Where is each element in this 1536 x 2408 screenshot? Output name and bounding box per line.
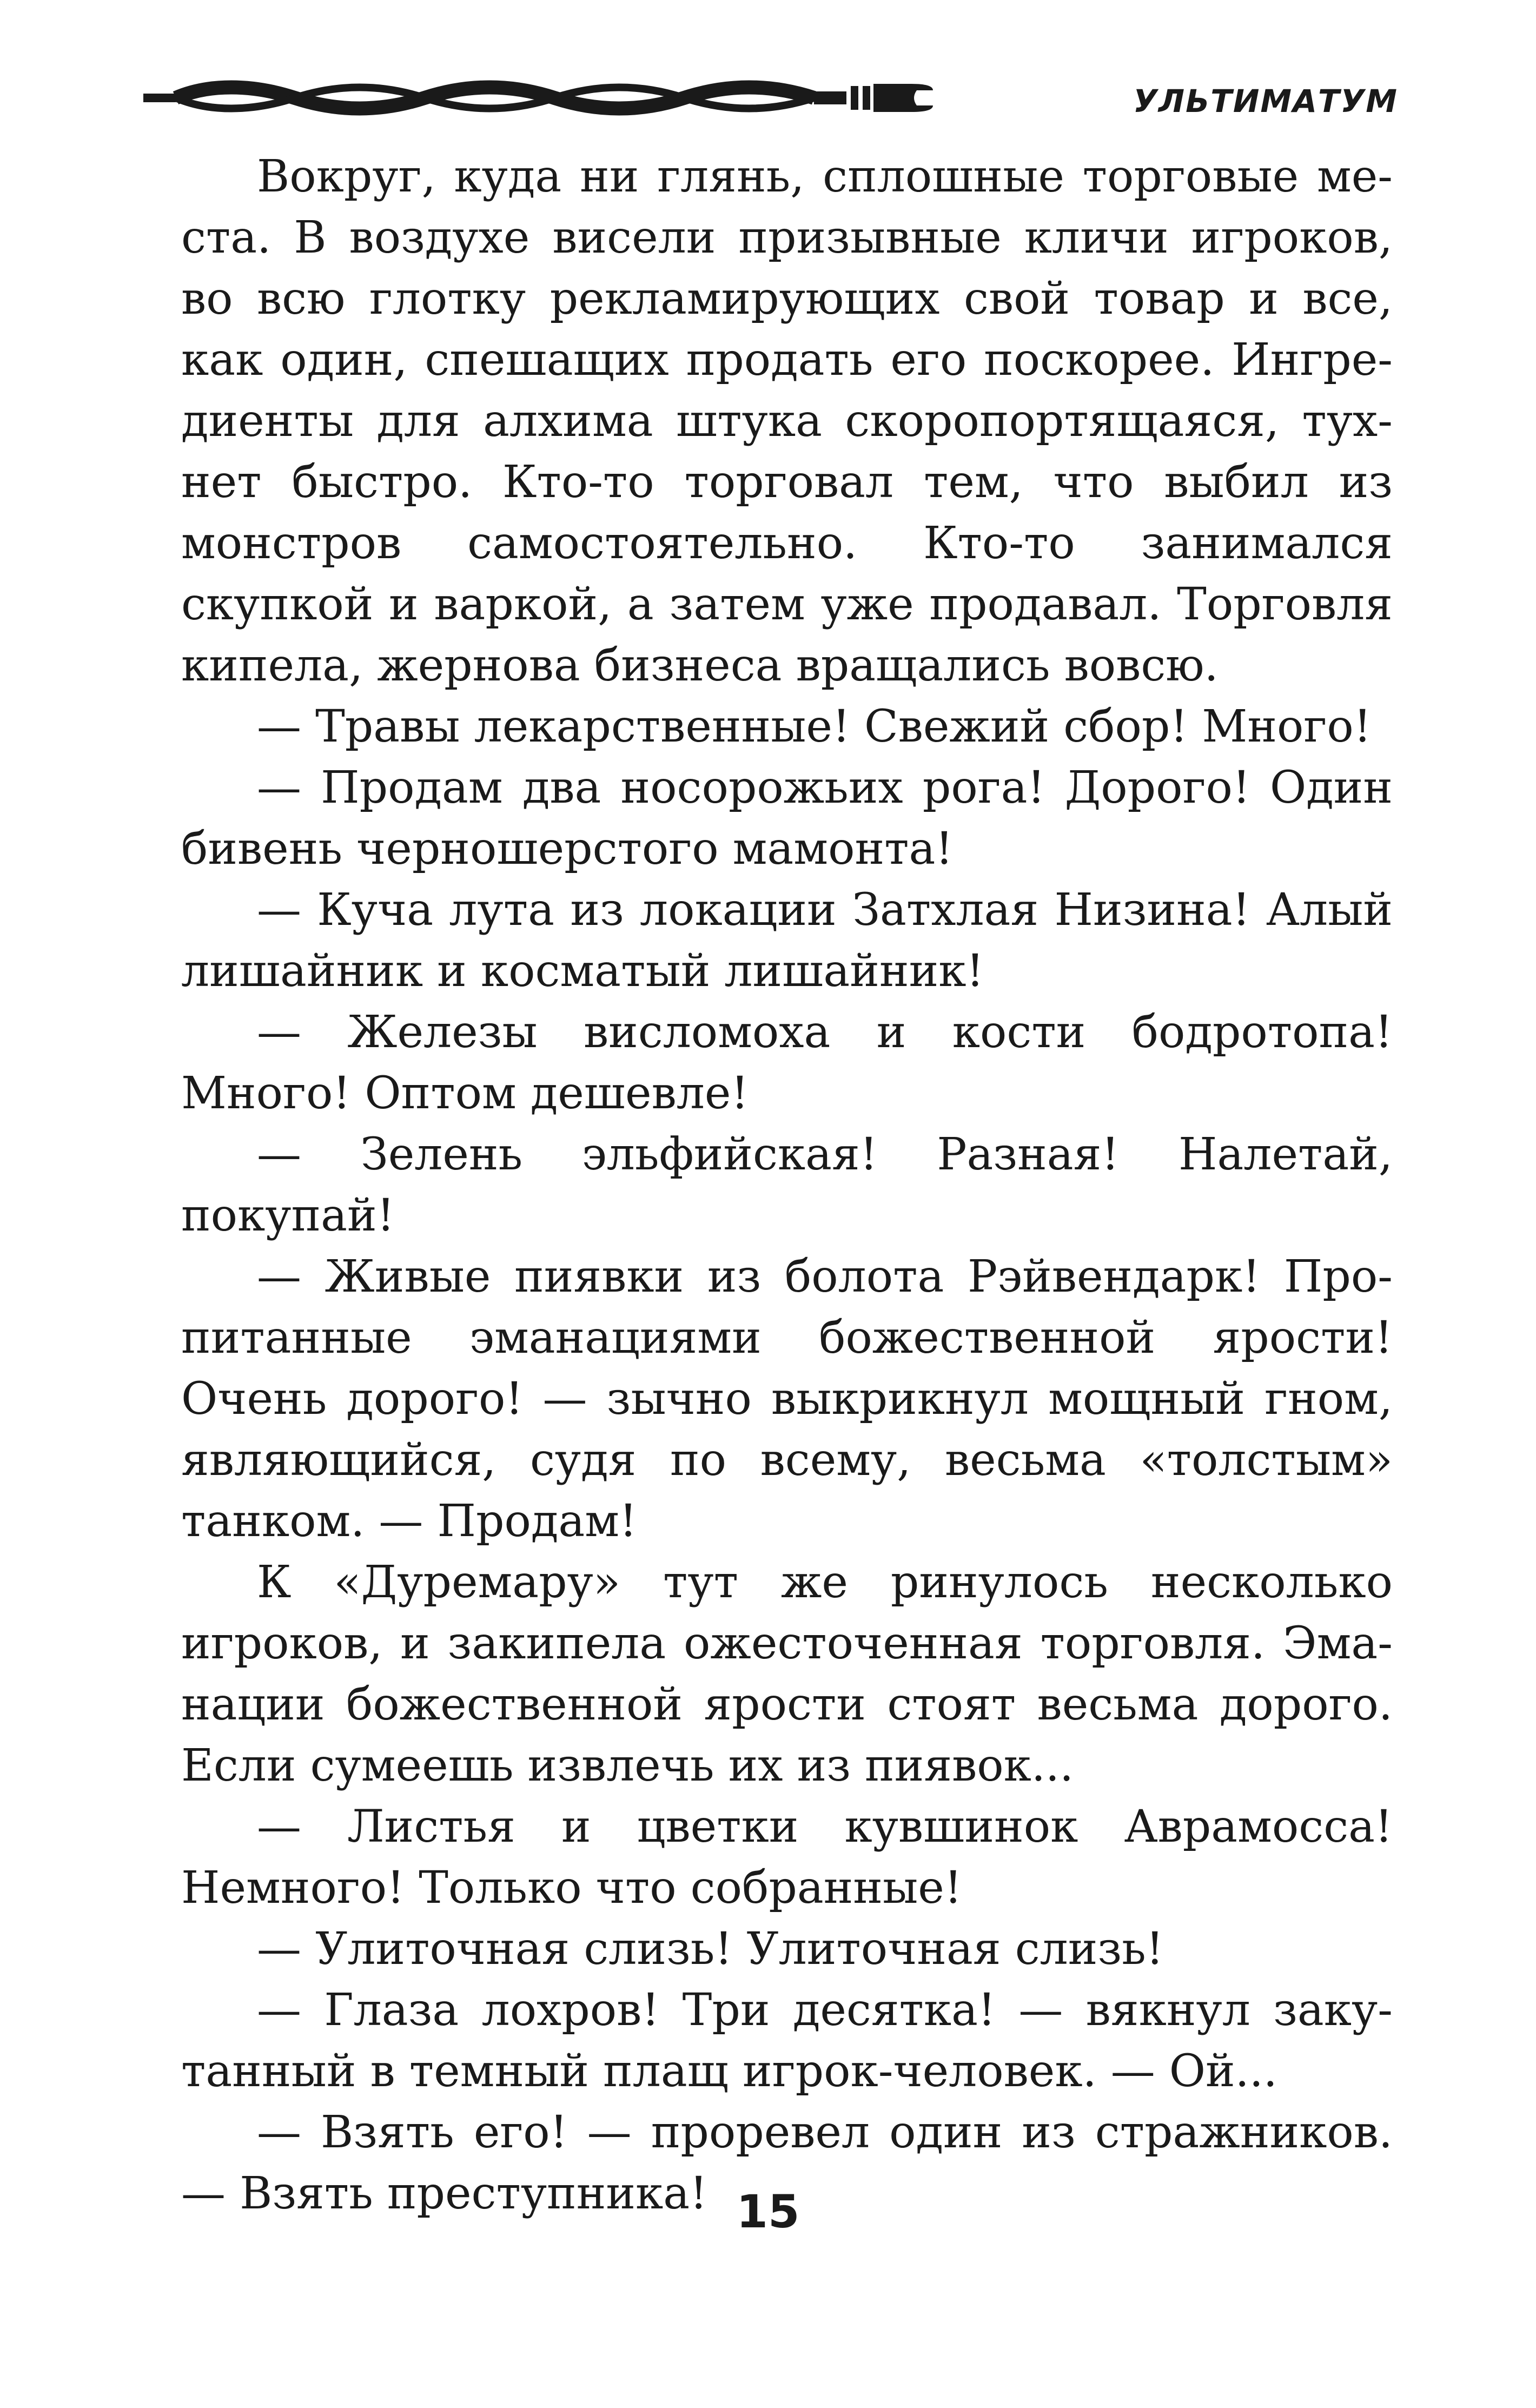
page-header — [143, 57, 1398, 122]
paragraph: — Улиточная слизь! Улиточная слизь! — [257, 1923, 1164, 1975]
paragraph: — Живые пиявки из болота Рэйвендарк! Пропитанные эманациями божественной ярости! Очень дорого! — зычно выкрикнул мощный гном, являющийся, судя по всему, весьма «толстым» танком. — Продам! — [181, 1251, 1393, 1547]
page-number: 15 — [736, 2185, 800, 2238]
paragraph: — Глаза лохров! Три десятка! — вякнул закутанный в темный плащ игрок-человек. — Ой... — [181, 1984, 1393, 2097]
paragraph: — Травы лекарственные! Свежий сбор! Много! — [257, 701, 1372, 752]
body-text — [181, 146, 1393, 2224]
paragraph: — Взять его! — проревел один из стражников. — Взять преступника! — [181, 2107, 1393, 2219]
paragraph: — Листья и цветки кувшинок Аврамосса! Немного! Только что собранные! — [181, 1801, 1393, 1914]
running-title: УЛЬТИМАТУМ — [1133, 83, 1398, 120]
paragraph: К «Дуремару» тут же ринулось несколько игроков, и закипела ожесточенная торговля. Эманации божественной ярости стоят весьма дорого. Если сумеешь извлечь их из пиявок... — [181, 1557, 1393, 1791]
paragraph: — Куча лута из локации Затхлая Низина! Алый лишайник и косматый лишайник! — [181, 884, 1393, 997]
paragraph: — Зелень эльфийская! Разная! Налетай, покупай! — [181, 1129, 1393, 1241]
paragraph: Вокруг, куда ни глянь, сплошные торговые места. В воздухе висели призывные кличи игроков, во всю глотку рекламирующих свой товар и все, как один, спешащих продать его поскорее. Ингредиенты для алхима штука скоропортящаяся, тухнет быстро. Кто-то торговал тем, что выбил из монстров самостоятельно. Кто-то занимался скупкой и варкой, а затем уже продавал. Торговля кипела, жернова бизнеса вращались вовсю. — [181, 151, 1393, 691]
paragraph: — Продам два носорожьих рога! Дорого! Один бивень черношерстого мамонта! — [181, 762, 1393, 875]
paragraph: — Железы висломоха и кости бодротопа! Много! Оптом дешевле! — [181, 1007, 1393, 1119]
decorative-rope-ornament-icon — [143, 78, 933, 116]
